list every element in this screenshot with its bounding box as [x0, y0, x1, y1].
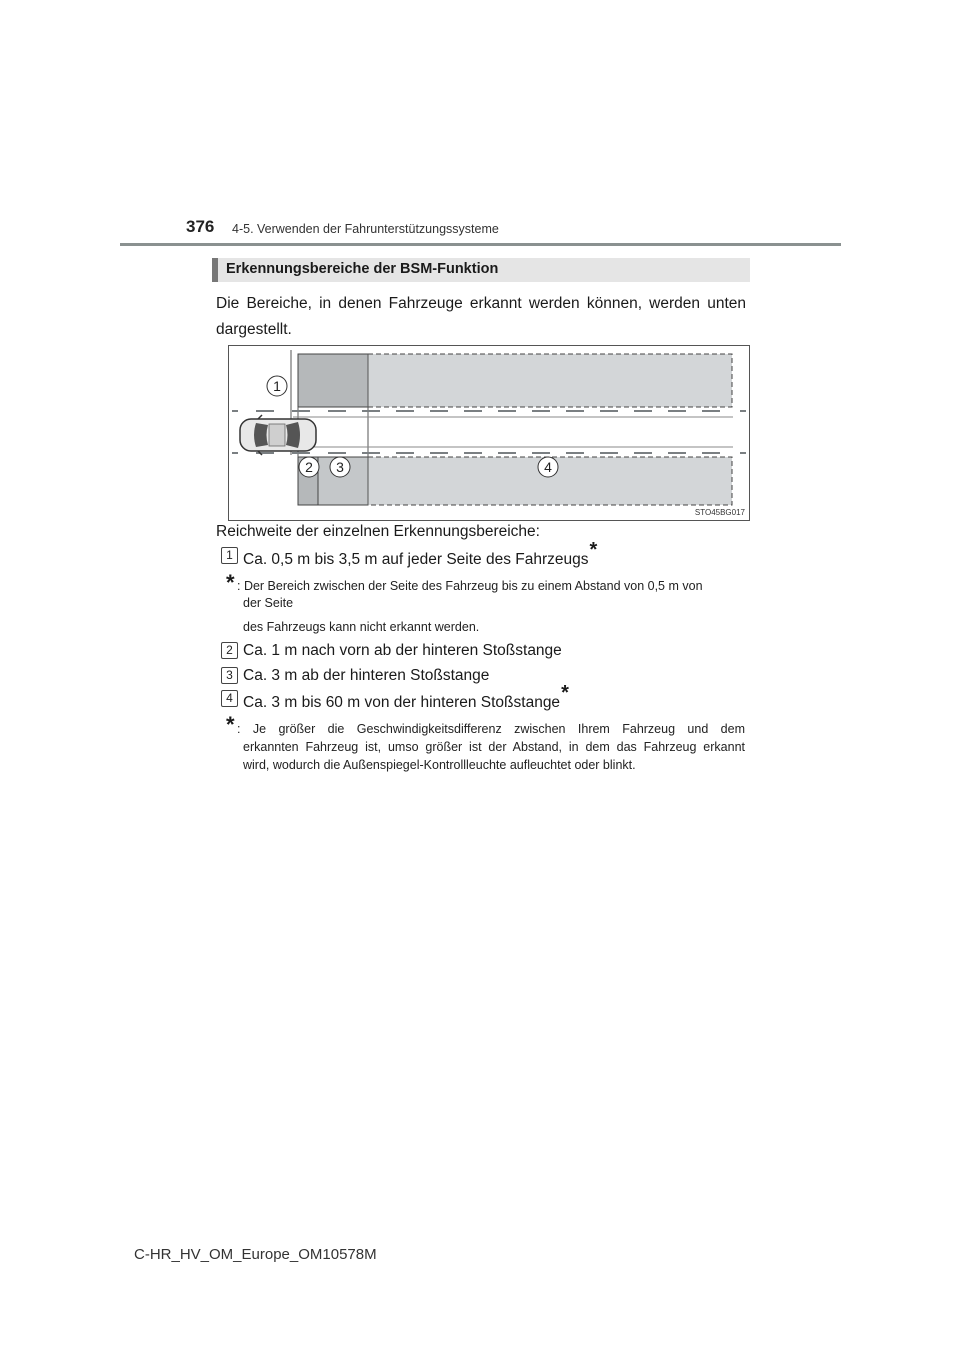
diagram-label-1 [267, 376, 287, 396]
diagram-label-3-text: 3 [336, 459, 344, 475]
item-4-text: Ca. 3 m bis 60 m von der hinteren Stoßstange [243, 694, 561, 711]
ranges-title: Reichweite der einzelnen Erkennungsbereiche: [216, 523, 540, 540]
item-3-badge: 3 [221, 667, 238, 684]
item-1 [243, 539, 598, 570]
diagram-label-2-text: 2 [305, 459, 313, 475]
intro-paragraph: Die Bereiche, in denen Fahrzeuge erkannt werden können, werden unten dargestellt. [216, 295, 746, 338]
diagram-label-1-text: 1 [273, 378, 281, 394]
diagram-code: STO45BG017 [694, 508, 745, 517]
header-divider [120, 243, 841, 246]
diagram-label-4-text: 4 [544, 459, 552, 475]
item-4 [243, 682, 569, 713]
note-2-star: * [226, 712, 235, 737]
note-1-line-3: des Fahrzeugs kann nicht erkannt werden. [243, 620, 480, 634]
note-1-line-1: : Der Bereich zwischen der Seite des Fahrzeug bis zu einem Abstand von 0,5 m von [237, 579, 703, 593]
item-4-badge: 4 [221, 690, 238, 707]
zone-4-left [368, 354, 732, 407]
section-title: Erkennungsbereiche der BSM-Funktion [226, 261, 499, 277]
diagram-label-4 [538, 457, 558, 477]
item-3-text: Ca. 3 m ab der hinteren Stoßstange [243, 667, 490, 684]
diagram-label-3 [330, 457, 350, 477]
bsm-detection-diagram [228, 345, 750, 521]
note-1-line-2: der Seite [243, 596, 294, 610]
item-1-footnote-star: * [589, 539, 598, 561]
zone-1-near [298, 354, 368, 407]
chapter-title: 4-5. Verwenden der Fahrunterstützungssysteme [232, 222, 499, 236]
item-4-footnote-star: * [561, 682, 569, 704]
page-number: 376 [186, 217, 215, 236]
item-2-text: Ca. 1 m nach vorn ab der hinteren Stoßstange [243, 642, 562, 659]
footer-doc-code: C-HR_HV_OM_Europe_OM10578M [134, 1246, 377, 1263]
car-icon [240, 415, 316, 455]
section-heading-bar [212, 258, 750, 282]
note-2-line-2: erkannten Fahrzeug ist, umso größer ist der Abstand, in dem das Fahrzeug erkannt [243, 740, 745, 754]
item-2-badge: 2 [221, 642, 238, 659]
note-2-line-3: wird, wodurch die Außenspiegel-Kontrollleuchte aufleuchtet oder blinkt. [243, 758, 636, 772]
item-1-text: Ca. 0,5 m bis 3,5 m auf jeder Seite des Fahrzeugs [243, 551, 589, 568]
diagram-label-2 [299, 457, 319, 477]
item-1-badge: 1 [221, 547, 238, 564]
note-1-star: * [226, 570, 235, 595]
note-2-line-1: : Je größer die Geschwindigkeitsdifferenz zwischen Ihrem Fahrzeug und dem [237, 722, 745, 736]
